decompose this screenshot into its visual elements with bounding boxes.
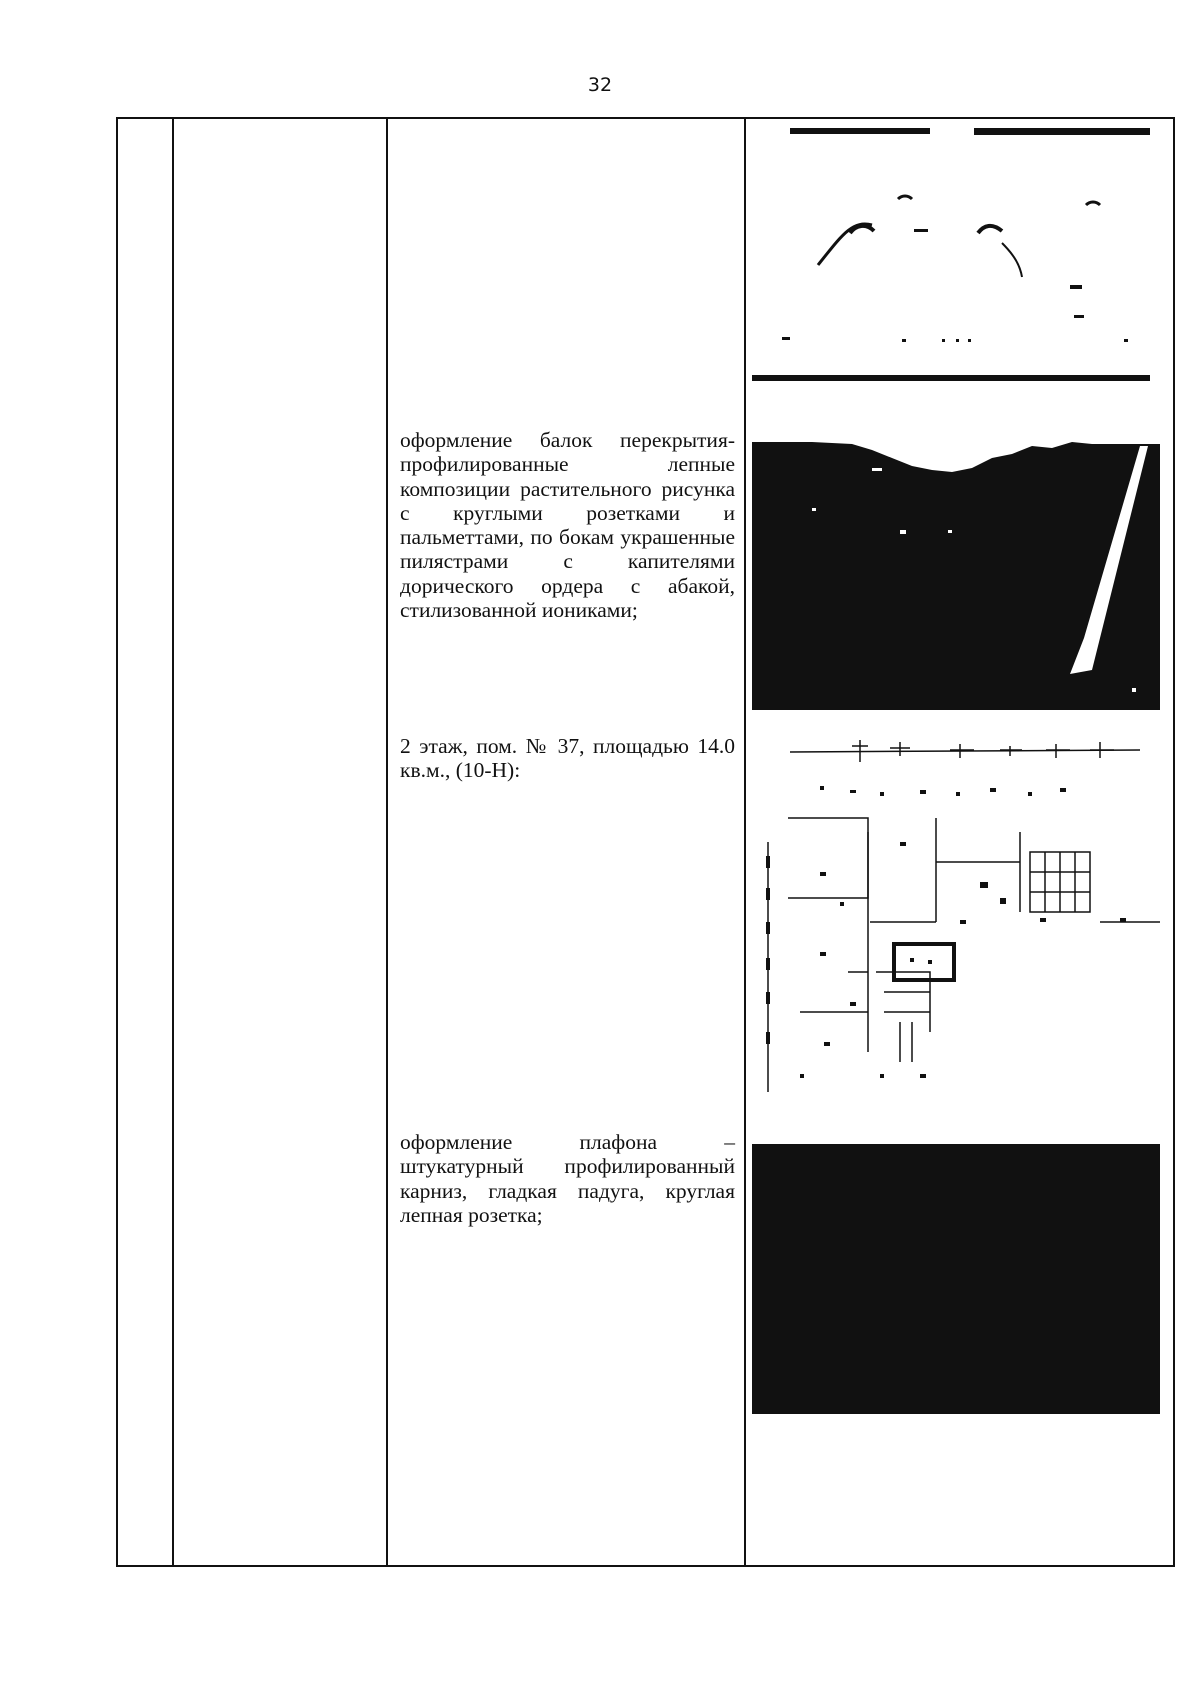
floor-plan bbox=[760, 722, 1168, 1100]
row-2-description bbox=[400, 734, 735, 783]
row-2-text: 2 этаж, пом. № 37, площадью 14.0 кв.м., (10-Н): bbox=[400, 734, 735, 783]
page-number: 32 bbox=[587, 74, 613, 96]
table-column-divider-3 bbox=[744, 117, 746, 1567]
table-column-divider-1 bbox=[172, 117, 174, 1567]
row-1-description bbox=[400, 428, 735, 622]
photo-ceiling-dark bbox=[752, 1144, 1160, 1414]
table-column-divider-2 bbox=[386, 117, 388, 1567]
row-3-text: оформление плафона – штукатурный профилированный карниз, гладкая падуга, круглая лепная розетка; bbox=[400, 1130, 735, 1227]
photo-ceiling-moulding-top bbox=[752, 125, 1158, 385]
photo-beams-dark bbox=[752, 438, 1160, 710]
row-1-text: оформление балок перекрытия-профилированные лепные композиции растительного рисунка с круглыми розетками и пальметтами, по бокам украшенные пилястрами с капителями дорического ордера с абакой, стилизованной иониками; bbox=[400, 428, 735, 623]
row-3-description bbox=[400, 1130, 735, 1227]
